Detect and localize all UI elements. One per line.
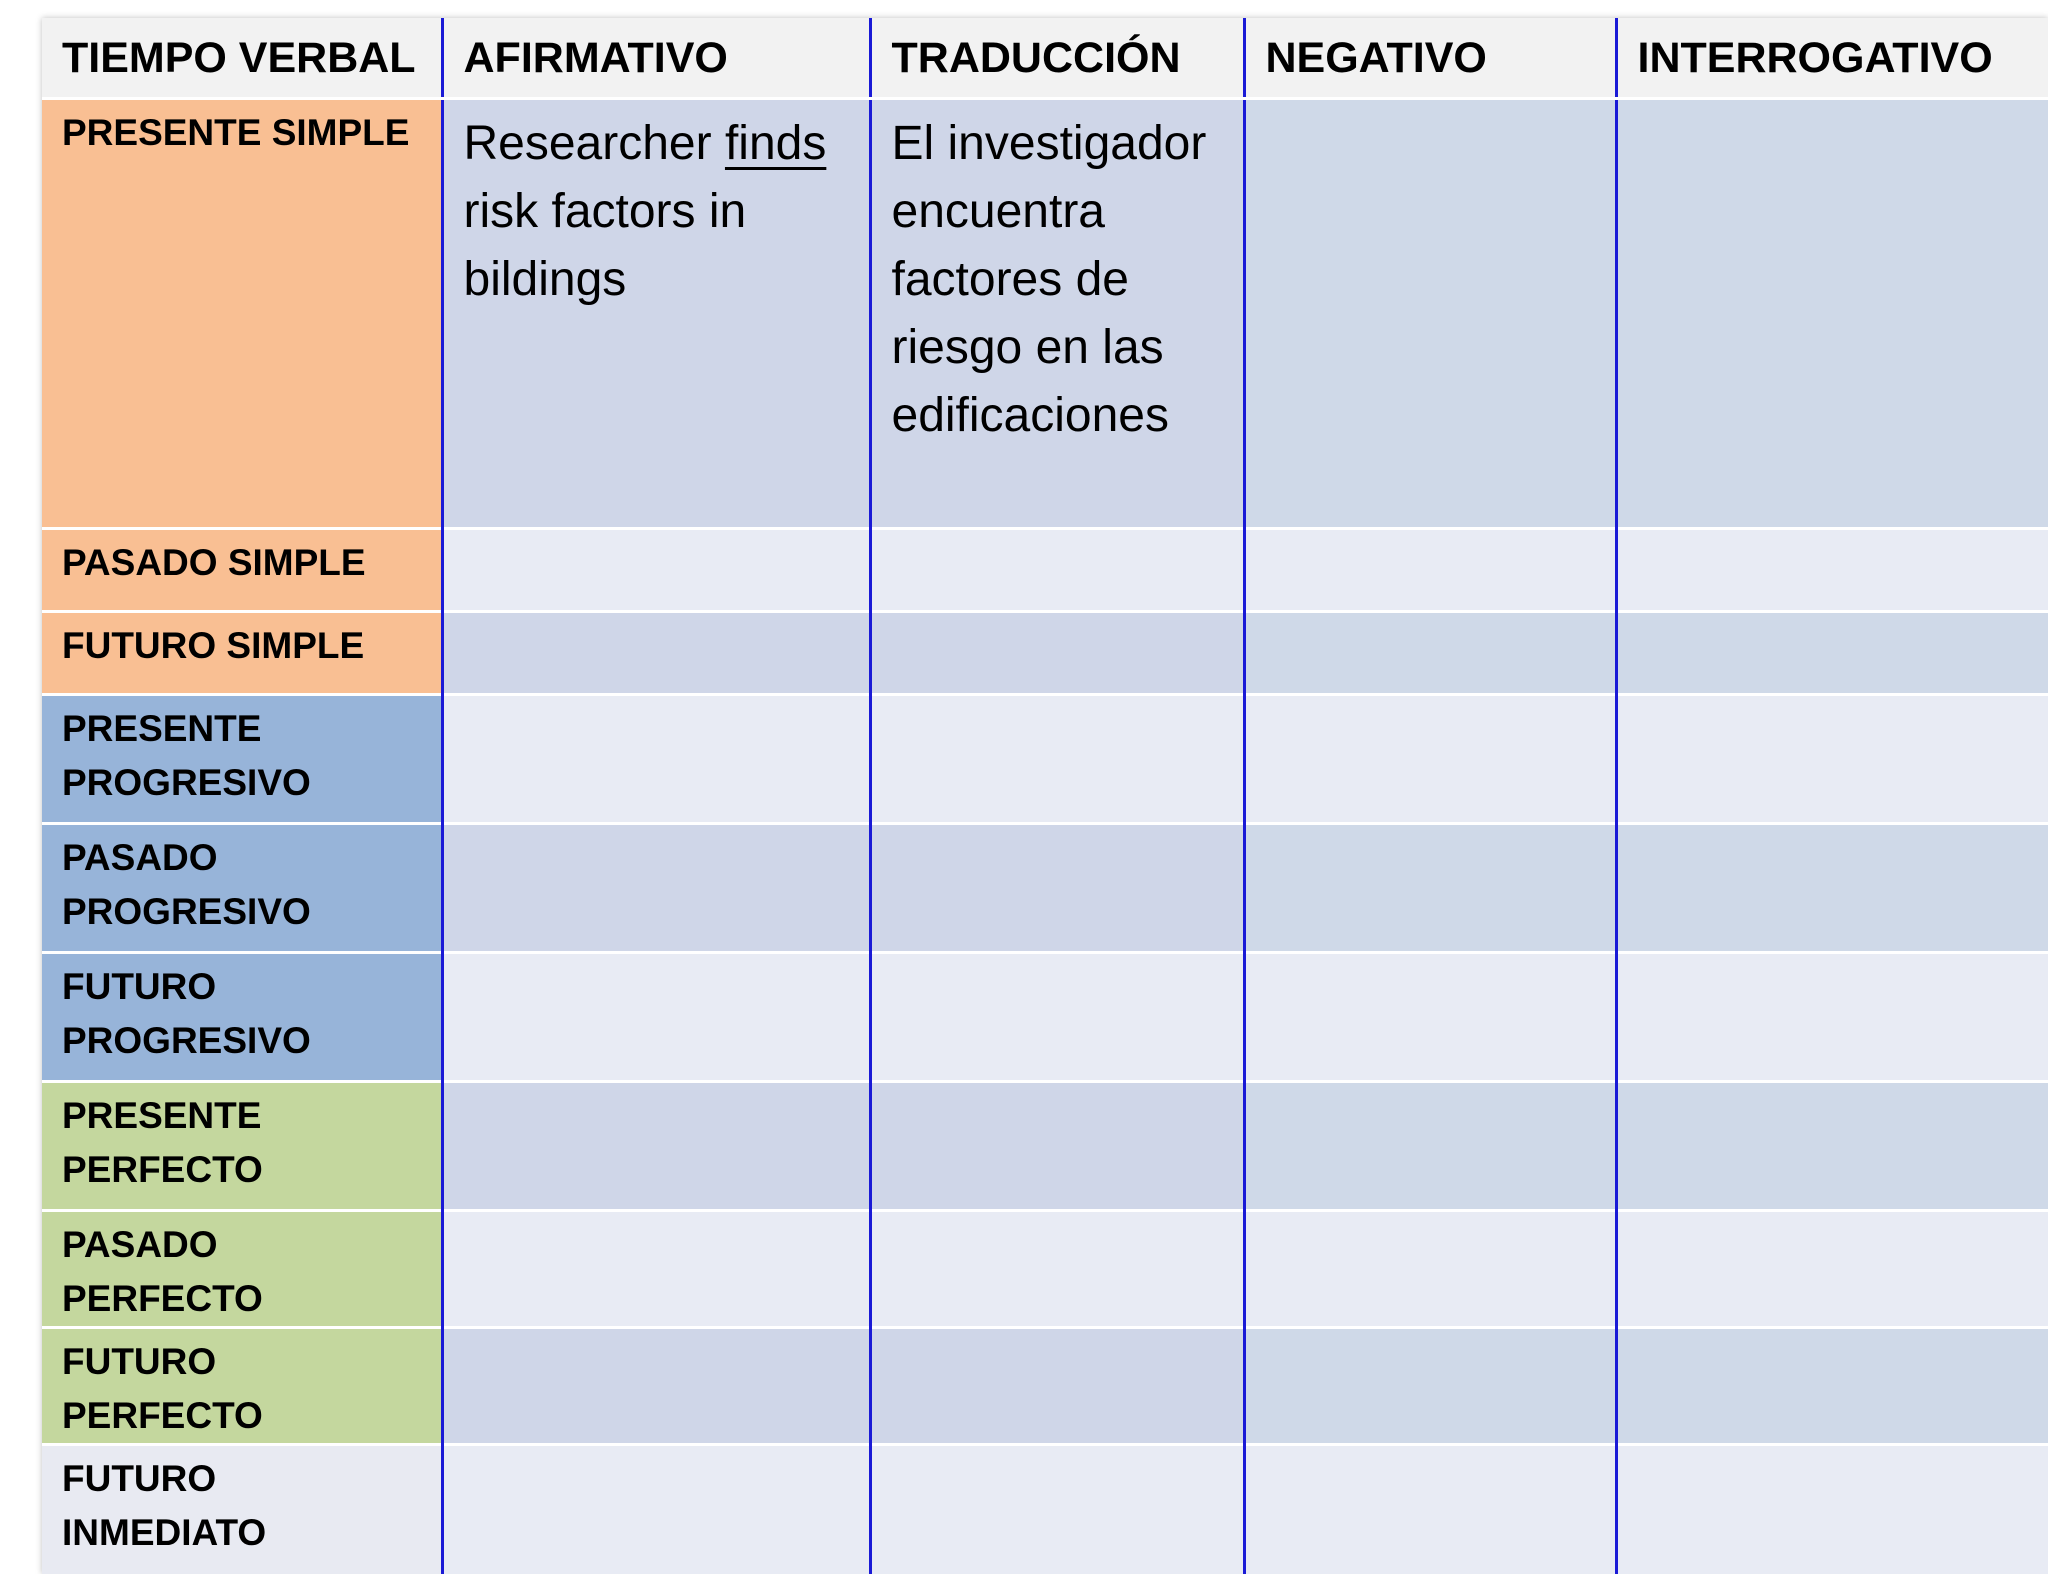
interrogative-cell [1616,694,2048,823]
table-row [42,1210,2048,1327]
tense-label [42,823,442,952]
tense-label-line: FUTURO [62,965,217,1007]
header-tiempo-verbal: TIEMPO VERBAL [42,18,442,98]
translation-cell [870,694,1244,823]
tense-label-line: PERFECTO [62,1148,263,1190]
affirmative-cell [442,1444,870,1574]
tense-label-line: INMEDIATO [62,1511,267,1553]
tense-label-line: PROGRESIVO [62,890,311,932]
interrogative-cell [1616,611,2048,694]
tense-label [42,1327,442,1444]
tense-label [42,1444,442,1574]
table-row [42,694,2048,823]
affirmative-cell [442,1081,870,1210]
translation-cell [870,528,1244,611]
table-row [42,1444,2048,1574]
affirmative-cell [442,694,870,823]
affirmative-cell [442,1327,870,1444]
negative-cell [1244,528,1616,611]
tense-label [42,952,442,1081]
table-row [42,952,2048,1081]
negative-cell [1244,952,1616,1081]
header-traduccion: TRADUCCIÓN [870,18,1244,98]
interrogative-cell [1616,1081,2048,1210]
tense-label [42,98,442,528]
negative-cell [1244,1210,1616,1327]
negative-cell [1244,611,1616,694]
tense-label [42,611,442,694]
translation-cell [870,952,1244,1081]
tense-label-line: PRESENTE SIMPLE [62,111,410,153]
interrogative-cell [1616,1327,2048,1444]
header-afirmativo: AFIRMATIVO [442,18,870,98]
tense-label-line: PASADO PERFECTO [62,1223,263,1319]
negative-cell [1244,694,1616,823]
interrogative-cell [1616,952,2048,1081]
tense-label-line: FUTURO PERFECTO [62,1340,263,1436]
affirmative-cell [442,611,870,694]
negative-cell [1244,1081,1616,1210]
interrogative-cell [1616,1444,2048,1574]
tense-label-line: PASADO [62,836,218,878]
interrogative-cell [1616,823,2048,952]
verb-tense-table [42,18,2048,1574]
negative-cell [1244,1444,1616,1574]
translation-cell [870,1444,1244,1574]
tense-label-line: PASADO SIMPLE [62,541,366,583]
tense-label-line: PRESENTE [62,707,262,749]
tense-label [42,1210,442,1327]
affirmative-cell [442,528,870,611]
translation-cell [870,1327,1244,1444]
tense-label-line: FUTURO [62,1457,217,1499]
interrogative-cell [1616,528,2048,611]
interrogative-cell [1616,1210,2048,1327]
table-row [42,528,2048,611]
tense-label-line: PROGRESIVO [62,1019,311,1061]
tense-label-line: FUTURO SIMPLE [62,624,365,666]
negative-cell [1244,1327,1616,1444]
affirmative-text-before: Researcher [463,116,725,170]
affirmative-cell [442,98,870,528]
interrogative-cell [1616,98,2048,528]
tense-label-line: PROGRESIVO [62,761,311,803]
table-row [42,823,2048,952]
translation-cell [870,823,1244,952]
header-row [42,18,2048,98]
translation-cell [870,1081,1244,1210]
table-row [42,1327,2048,1444]
translation-cell [870,1210,1244,1327]
translation-cell: El investigador encuentra factores de riesgo en las edificaciones [870,98,1244,528]
affirmative-text-after: risk factors in bildings [463,184,747,306]
header-interrogativo: INTERROGATIVO [1616,18,2048,98]
table-row [42,611,2048,694]
tense-label [42,528,442,611]
table-row [42,98,2048,528]
affirmative-cell [442,823,870,952]
header-negativo: NEGATIVO [1244,18,1616,98]
negative-cell [1244,823,1616,952]
tense-label-line: PRESENTE [62,1094,262,1136]
affirmative-cell [442,1210,870,1327]
affirmative-verb-underlined: finds [724,116,827,170]
negative-cell [1244,98,1616,528]
table-row [42,1081,2048,1210]
affirmative-cell [442,952,870,1081]
translation-cell [870,611,1244,694]
tense-label [42,1081,442,1210]
tense-label [42,694,442,823]
